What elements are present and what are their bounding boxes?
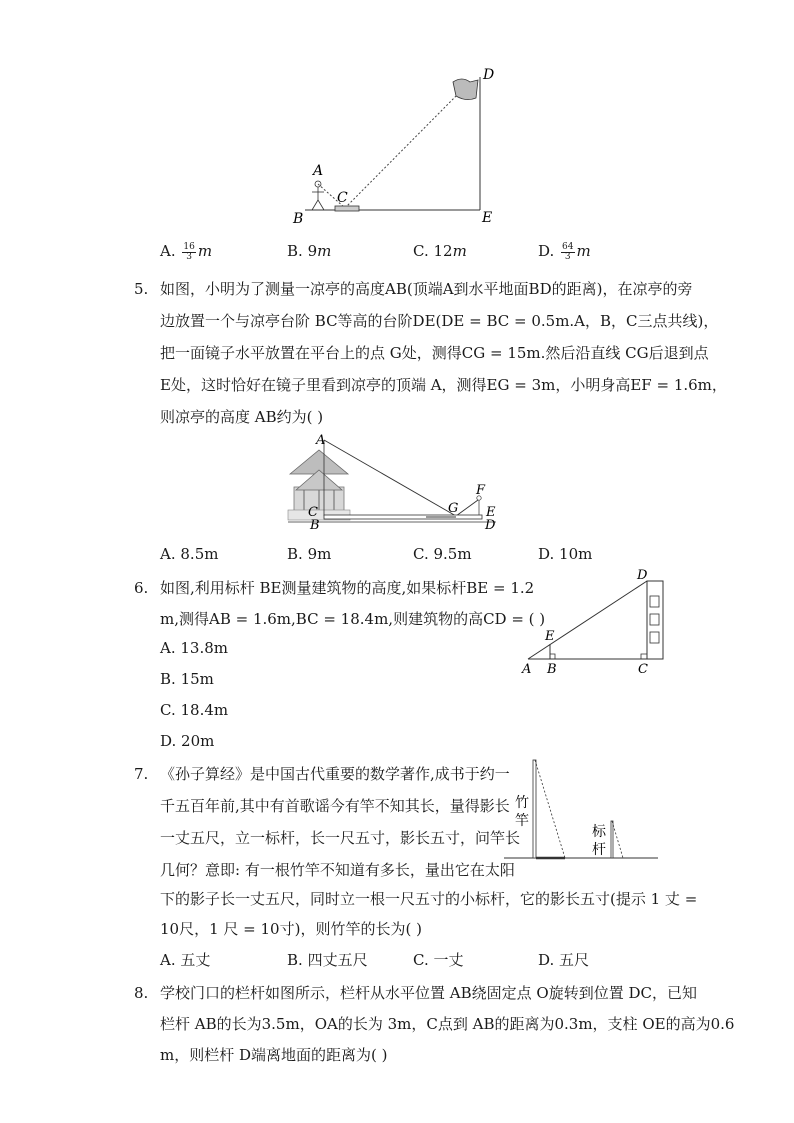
q5-label-c: C <box>308 505 318 520</box>
q8-text-line: 学校门口的栏杆如图所示，栏杆从水平位置 AB绕固定点 O旋转到位置 DC，已知 <box>160 984 697 1002</box>
q8-number: 8. <box>134 984 149 1002</box>
q6-building <box>647 581 663 659</box>
q6-option-b[interactable]: B. 15m <box>160 670 214 688</box>
q7-option-b[interactable]: B. 四丈五尺 <box>287 951 368 969</box>
q7-option-c[interactable]: C. 一丈 <box>413 951 464 969</box>
q5-text-line: 边放置一个与凉亭台阶 BC等高的台阶DE(DE = BC = 0.5m.A，B，C三点共线)， <box>160 312 719 330</box>
q4-option-a[interactable]: A. $\frac{16}{3}$ m <box>160 241 213 262</box>
q5-option-c[interactable]: C. 9.5m <box>413 545 472 563</box>
q4-label-b: B <box>293 211 304 227</box>
q5-option-b[interactable]: B. 9m <box>287 545 332 563</box>
q7-text-line: 一丈五尺，立一标杆，长一尺五寸，影长五寸，问竿长 <box>160 829 521 847</box>
q6-number: 6. <box>134 579 149 597</box>
q7-label-marker-1: 标 <box>592 824 606 840</box>
q7-label-marker-2: 杆 <box>592 842 606 858</box>
q5-text-line: 则凉亭的高度 AB约为( ) <box>160 408 324 426</box>
q7-label-pole-2: 竿 <box>515 813 529 829</box>
q8-text-line: 栏杆 AB的长为3.5m，OA的长为 3m，C点到 AB的距离为0.3m，支柱 OE的高为0.6 <box>160 1015 735 1033</box>
bamboo-pole <box>533 760 536 858</box>
q4-label-e: E <box>482 210 493 226</box>
q4-label-d: D <box>483 67 495 83</box>
q7-text-line: 几何？意即: 有一根竹竿不知道有多长，量出它在太阳 <box>160 861 515 879</box>
q5-label-d: D <box>485 518 496 530</box>
q5-label-a: A <box>316 433 326 448</box>
q6-hypotenuse-ad <box>528 581 647 659</box>
q8-text-line: m，则栏杆 D端离地面的距离为( ) <box>160 1046 388 1064</box>
marker-pole <box>611 821 613 858</box>
q4-option-d[interactable]: D. $\frac{64}{3}$ m <box>538 241 591 262</box>
q5-label-b: B <box>310 518 320 530</box>
q6-label-e: E <box>545 629 555 644</box>
q5-gf-line <box>456 500 478 516</box>
q7-label-pole-1: 竹 <box>515 795 529 811</box>
q4-person-icon <box>312 181 324 210</box>
q5-figure <box>286 432 506 530</box>
q6-option-c[interactable]: C. 18.4m <box>160 701 229 719</box>
q5-person-icon <box>477 496 481 515</box>
q5-text-line: 把一面镜子水平放置在平台上的点 G处，测得CG = 15m.然后沿直线 CG后退到点 <box>160 344 709 362</box>
q5-label-f: F <box>476 483 486 498</box>
q6-text-line: 如图,利用标杆 BE测量建筑物的高度,如果标杆BE = 1.2 <box>160 579 535 597</box>
q6-label-c: C <box>638 662 648 677</box>
q7-figure <box>502 755 662 863</box>
q7-text-line: 10尺，1 尺 = 10寸)，则竹竿的长为( ) <box>160 920 422 938</box>
q4-sight-line <box>345 90 462 208</box>
q4-mirror <box>335 206 359 211</box>
q5-number: 5. <box>134 280 149 298</box>
q7-pole-shadow-ray <box>535 760 565 858</box>
q5-option-a[interactable]: A. 8.5m <box>160 545 219 563</box>
q5-label-e: E <box>486 505 496 520</box>
q5-text-line: E处，这时恰好在镜子里看到凉亭的顶端 A，测得EG = 3m，小明身高EF = 1.6m， <box>160 376 727 394</box>
q5-text-line: 如图，小明为了测量一凉亭的高度AB(顶端A到水平地面BD的距离)，在凉亭的旁 <box>160 280 693 298</box>
pavilion-icon <box>288 450 350 520</box>
q5-option-d[interactable]: D. 10m <box>538 545 593 563</box>
q6-label-b: B <box>547 662 557 677</box>
q7-option-a[interactable]: A. 五丈 <box>160 951 211 969</box>
q7-text-line: 千五百年前,其中有首歌谣今有竿不知其长，量得影长 <box>160 797 510 815</box>
q7-text-line: 《孙子算经》是中国古代重要的数学著作,成书于约一 <box>160 765 510 783</box>
q6-label-a: A <box>522 662 532 677</box>
q7-option-d[interactable]: D. 五尺 <box>538 951 590 969</box>
q5-mirror <box>426 516 456 518</box>
q7-text-line: 下的影子长一丈五尺，同时立一根一尺五寸的小标杆，它的影长五寸(提示 1 丈 = <box>160 890 698 908</box>
q4-option-c[interactable]: C. 12m <box>413 242 467 260</box>
q6-option-d[interactable]: D. 20m <box>160 732 215 750</box>
q6-label-d: D <box>637 568 648 583</box>
q6-option-a[interactable]: A. 13.8m <box>160 639 229 657</box>
q7-marker-shadow-ray <box>612 821 623 858</box>
q6-figure <box>516 566 666 678</box>
q6-text-line: m,测得AB = 1.6m,BC = 18.4m,则建筑物的高CD = ( ) <box>160 610 546 628</box>
q4-option-b[interactable]: B. 9m <box>287 242 332 260</box>
q4-label-a: A <box>313 163 324 179</box>
q7-number: 7. <box>134 765 149 783</box>
q4-flag-icon <box>453 79 478 100</box>
q4-figure <box>290 62 510 227</box>
q5-label-g: G <box>448 501 459 516</box>
q4-label-c: C <box>337 190 348 206</box>
